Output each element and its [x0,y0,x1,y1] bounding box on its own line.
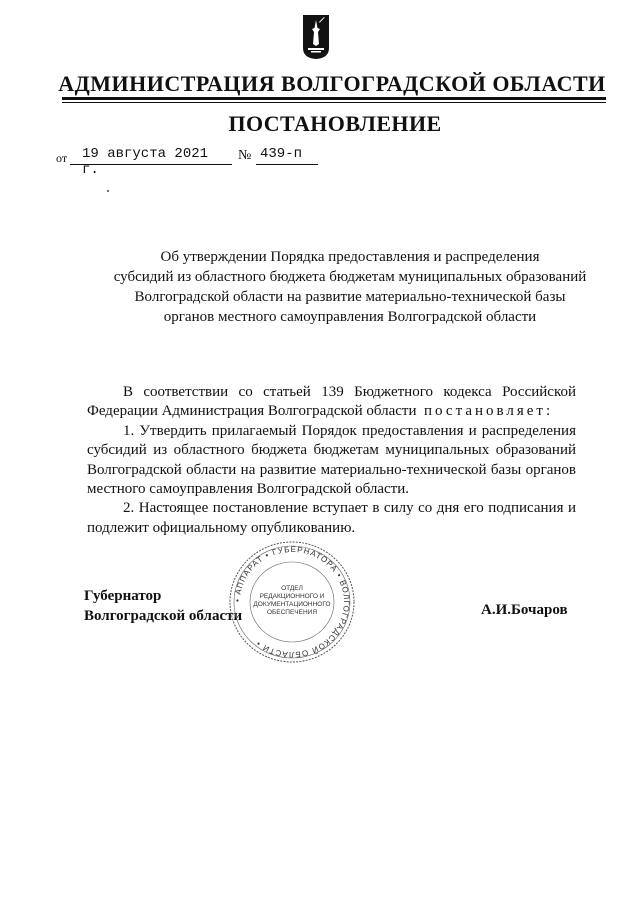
preamble-resolves: постановляет: [424,403,554,420]
seal-outer-text: • АППАРАТ • ГУБЕРНАТОРА • ВОЛГОГРАДСКОЙ ОБЛАСТИ • [232,544,352,660]
seal-inner-line: ОТДЕЛ [281,585,303,592]
volgograd-emblem-icon [302,14,330,60]
date-field [70,146,232,178]
header-divider-thin [62,102,606,103]
date-value: 19 августа 2021 г. [82,146,209,178]
signature-position-line: Волгоградской области [84,608,243,624]
organization-title: АДМИНИСТРАЦИЯ ВОЛГОГРАДСКОЙ ОБЛАСТИ [58,71,606,96]
seal-inner-line: ДОКУМЕНТАЦИОННОГО [253,601,331,608]
header-divider-thick [62,97,606,100]
subject-line: органов местного самоуправления Волгоградской области [163,309,537,325]
signer-name: А.И.Бочаров [481,602,568,618]
signature-position-line: Губернатор [84,588,162,604]
seal-inner-line: ОБЕСПЕЧЕНИЯ [266,609,318,616]
seal-inner-line: РЕДАКЦИОННОГО И [259,593,325,600]
subject-line: Волгоградской области на развитие материально-технической базы [134,289,566,305]
preamble-paragraph [87,383,576,422]
number-field [256,146,318,165]
number-prefix: № [238,148,252,163]
document-type: ПОСТАНОВЛЕНИЕ [228,111,442,136]
document-body [87,383,576,538]
date-prefix: от [56,151,68,165]
signature-position [84,586,242,626]
document-subject [60,247,640,327]
subject-line: субсидий из областного бюджета бюджетам муниципальных образований [113,269,587,285]
official-seal [228,540,356,664]
stray-dot [107,190,109,192]
dateline [0,146,640,178]
preamble-text: В соответствии со статьей 139 Бюджетного кодекса Российской Федерации Администрация Волгоградской области [87,384,576,420]
number-value: 439-п [260,146,303,162]
subject-line: Об утверждении Порядка предоставления и распределения [160,249,540,265]
item-1-paragraph: 1. Утвердить прилагаемый Порядок предоставления и распределения субсидий из областного бюджета бюджетам муниципальных образований Волгоградской области на развитие материально-технической базы органов местного самоуправления Волгоградской области. [87,422,576,498]
item-2-paragraph: 2. Настоящее постановление вступает в силу со дня его подписания и подлежит официальному опубликованию. [87,500,576,536]
